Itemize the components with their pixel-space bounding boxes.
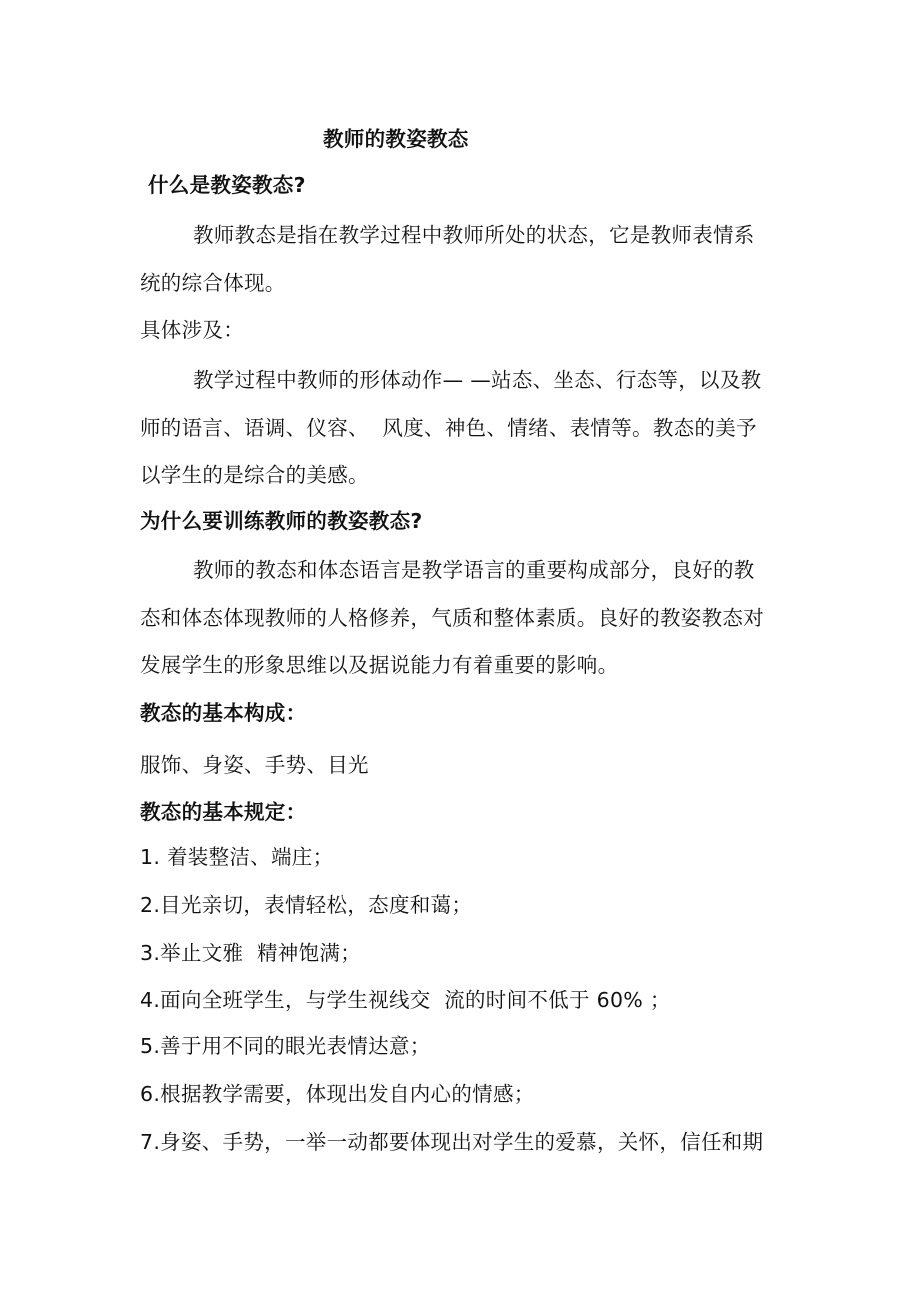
list-item: 1. 着装整洁、端庄； xyxy=(140,845,334,869)
paragraph-line: 以学生的是综合的美感。 xyxy=(140,463,369,487)
composition-content: 服饰、身姿、手势、目光 xyxy=(140,753,369,777)
document-title: 教师的教姿教态 xyxy=(323,127,469,151)
section-heading-what: 什么是教姿教态? xyxy=(148,173,306,197)
list-item: 7.身姿、手势，一举一动都要体现出对学生的爱慕，关怀，信任和期 xyxy=(140,1130,764,1154)
paragraph-line: 师的语言、语调、仪容、 风度、神色、情绪、表情等。教态的美予 xyxy=(140,416,757,440)
list-item: 3.举止文雅 精神饱满； xyxy=(140,941,361,965)
section-heading-rules: 教态的基本规定： xyxy=(140,800,307,824)
list-item: 6.根据教学需要，体现出发自内心的情感； xyxy=(140,1082,535,1106)
list-item: 4.面向全班学生，与学生视线交 流的时间不低于 60% ； xyxy=(140,988,671,1012)
paragraph-line: 教师教态是指在教学过程中教师所处的状态，它是教师表情系 xyxy=(193,223,755,247)
paragraph-line: 发展学生的形象思维以及据说能力有着重要的影响。 xyxy=(140,653,619,677)
list-item: 5.善于用不同的眼光表情达意； xyxy=(140,1034,431,1058)
paragraph-line: 教学过程中教师的形体动作— —站态、坐态、行态等，以及教 xyxy=(193,368,762,392)
section-heading-composition: 教态的基本构成： xyxy=(140,701,307,725)
paragraph-line: 态和体态体现教师的人格修养，气质和整体素质。良好的教姿教态对 xyxy=(140,606,764,630)
section-heading-why: 为什么要训练教师的教姿教态? xyxy=(140,509,423,533)
list-item: 2.目光亲切，表情轻松，态度和蔼； xyxy=(140,893,473,917)
label-specifics: 具体涉及： xyxy=(140,318,244,342)
paragraph-line: 统的综合体现。 xyxy=(140,271,286,295)
paragraph-line: 教师的教态和体态语言是教学语言的重要构成部分，良好的教 xyxy=(193,558,755,582)
